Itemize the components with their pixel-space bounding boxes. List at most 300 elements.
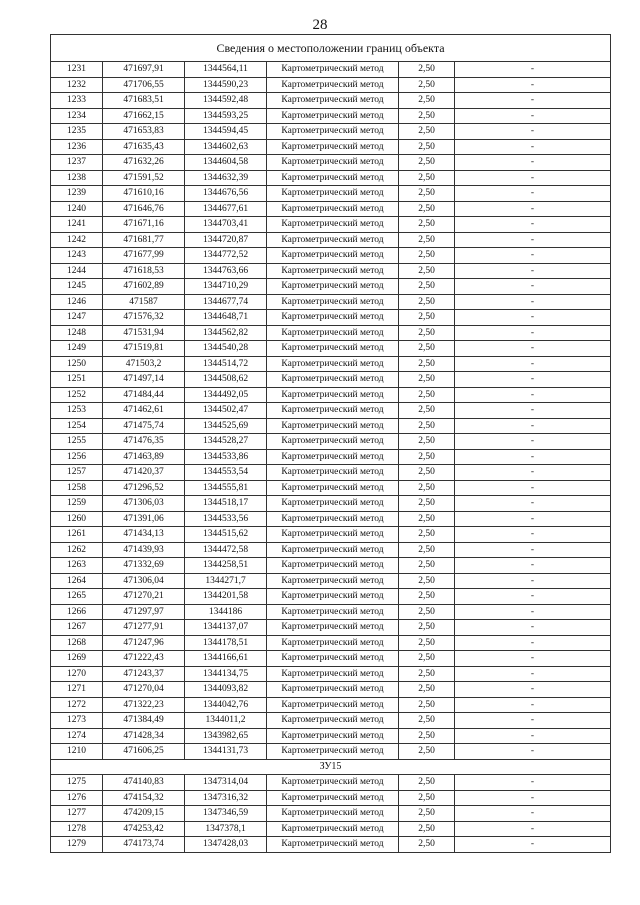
- description-cell: -: [455, 558, 611, 574]
- table-row: [51, 77, 611, 93]
- accuracy-cell: 2,50: [399, 713, 455, 729]
- method-cell: Картометрический метод: [267, 139, 399, 155]
- point-number-cell: 1261: [51, 527, 103, 543]
- table-row: [51, 728, 611, 744]
- accuracy-cell: 2,50: [399, 449, 455, 465]
- point-number-cell: 1244: [51, 263, 103, 279]
- table-row: [51, 806, 611, 822]
- coord-x-cell: 471503,2: [103, 356, 185, 372]
- point-number-cell: 1270: [51, 666, 103, 682]
- point-number-cell: 1276: [51, 790, 103, 806]
- table-row: [51, 682, 611, 698]
- accuracy-cell: 2,50: [399, 604, 455, 620]
- coord-y-cell: 1344492,05: [185, 387, 267, 403]
- point-number-cell: 1245: [51, 279, 103, 295]
- coord-x-cell: 471531,94: [103, 325, 185, 341]
- coord-x-cell: 474209,15: [103, 806, 185, 822]
- coord-x-cell: 471306,04: [103, 573, 185, 589]
- coord-x-cell: 471420,37: [103, 465, 185, 481]
- description-cell: -: [455, 527, 611, 543]
- accuracy-cell: 2,50: [399, 744, 455, 760]
- point-number-cell: 1262: [51, 542, 103, 558]
- table-row: [51, 790, 611, 806]
- description-cell: -: [455, 837, 611, 853]
- coord-y-cell: 1344593,25: [185, 108, 267, 124]
- accuracy-cell: 2,50: [399, 139, 455, 155]
- table-row: [51, 155, 611, 171]
- description-cell: -: [455, 449, 611, 465]
- accuracy-cell: 2,50: [399, 821, 455, 837]
- method-cell: Картометрический метод: [267, 806, 399, 822]
- coord-x-cell: 474140,83: [103, 775, 185, 791]
- point-number-cell: 1249: [51, 341, 103, 357]
- table-row: [51, 713, 611, 729]
- coord-x-cell: 471332,69: [103, 558, 185, 574]
- coord-y-cell: 1344011,2: [185, 713, 267, 729]
- table-row: [51, 108, 611, 124]
- coord-y-cell: 1344676,56: [185, 186, 267, 202]
- description-cell: -: [455, 496, 611, 512]
- accuracy-cell: 2,50: [399, 263, 455, 279]
- method-cell: Картометрический метод: [267, 604, 399, 620]
- coord-y-cell: 1344525,69: [185, 418, 267, 434]
- method-cell: Картометрический метод: [267, 496, 399, 512]
- coord-y-cell: 1344178,51: [185, 635, 267, 651]
- table-row: [51, 821, 611, 837]
- table-row: [51, 186, 611, 202]
- method-cell: Картометрический метод: [267, 620, 399, 636]
- accuracy-cell: 2,50: [399, 387, 455, 403]
- description-cell: -: [455, 775, 611, 791]
- coord-x-cell: 471681,77: [103, 232, 185, 248]
- coord-y-cell: 1344553,54: [185, 465, 267, 481]
- accuracy-cell: 2,50: [399, 403, 455, 419]
- coord-x-cell: 474253,42: [103, 821, 185, 837]
- point-number-cell: 1233: [51, 93, 103, 109]
- description-cell: -: [455, 744, 611, 760]
- coord-y-cell: 1344514,72: [185, 356, 267, 372]
- accuracy-cell: 2,50: [399, 186, 455, 202]
- coord-y-cell: 1344131,73: [185, 744, 267, 760]
- point-number-cell: 1277: [51, 806, 103, 822]
- coord-y-cell: 1344677,74: [185, 294, 267, 310]
- accuracy-cell: 2,50: [399, 170, 455, 186]
- accuracy-cell: 2,50: [399, 542, 455, 558]
- coord-y-cell: 1344602,63: [185, 139, 267, 155]
- table-row: [51, 666, 611, 682]
- method-cell: Картометрический метод: [267, 124, 399, 140]
- description-cell: -: [455, 666, 611, 682]
- title-row: [51, 35, 611, 62]
- method-cell: Картометрический метод: [267, 186, 399, 202]
- method-cell: Картометрический метод: [267, 232, 399, 248]
- coord-x-cell: 471476,35: [103, 434, 185, 450]
- accuracy-cell: 2,50: [399, 480, 455, 496]
- coord-y-cell: 1344677,61: [185, 201, 267, 217]
- point-number-cell: 1258: [51, 480, 103, 496]
- table-row: [51, 372, 611, 388]
- method-cell: Картометрический метод: [267, 480, 399, 496]
- description-cell: -: [455, 62, 611, 78]
- point-number-cell: 1279: [51, 837, 103, 853]
- section-label: ЗУ15: [51, 759, 611, 775]
- coord-x-cell: 471602,89: [103, 279, 185, 295]
- coord-x-cell: 471635,43: [103, 139, 185, 155]
- coord-y-cell: 1344594,45: [185, 124, 267, 140]
- method-cell: Картометрический метод: [267, 837, 399, 853]
- table-row: [51, 93, 611, 109]
- accuracy-cell: 2,50: [399, 201, 455, 217]
- coord-y-cell: 1344042,76: [185, 697, 267, 713]
- page-number: 28: [312, 17, 328, 33]
- description-cell: -: [455, 279, 611, 295]
- coord-y-cell: 1344540,28: [185, 341, 267, 357]
- table-row: [51, 124, 611, 140]
- description-cell: -: [455, 697, 611, 713]
- description-cell: -: [455, 294, 611, 310]
- accuracy-cell: 2,50: [399, 77, 455, 93]
- coord-y-cell: 1344533,56: [185, 511, 267, 527]
- point-number-cell: 1275: [51, 775, 103, 791]
- description-cell: -: [455, 186, 611, 202]
- table-row: [51, 496, 611, 512]
- description-cell: -: [455, 387, 611, 403]
- description-cell: -: [455, 821, 611, 837]
- point-number-cell: 1235: [51, 124, 103, 140]
- point-number-cell: 1256: [51, 449, 103, 465]
- table-row: [51, 558, 611, 574]
- method-cell: Картометрический метод: [267, 77, 399, 93]
- accuracy-cell: 2,50: [399, 325, 455, 341]
- point-number-cell: 1239: [51, 186, 103, 202]
- point-number-cell: 1250: [51, 356, 103, 372]
- coord-y-cell: 1347314,04: [185, 775, 267, 791]
- table-row: [51, 449, 611, 465]
- method-cell: Картометрический метод: [267, 341, 399, 357]
- table-row: [51, 232, 611, 248]
- accuracy-cell: 2,50: [399, 155, 455, 171]
- accuracy-cell: 2,50: [399, 232, 455, 248]
- coord-y-cell: 1344592,48: [185, 93, 267, 109]
- coord-y-cell: 1344186: [185, 604, 267, 620]
- accuracy-cell: 2,50: [399, 62, 455, 78]
- table-row: [51, 837, 611, 853]
- accuracy-cell: 2,50: [399, 558, 455, 574]
- point-number-cell: 1273: [51, 713, 103, 729]
- table-row: [51, 263, 611, 279]
- boundary-table: [50, 34, 611, 853]
- coord-y-cell: 1344528,27: [185, 434, 267, 450]
- coord-y-cell: 1344258,51: [185, 558, 267, 574]
- table-row: [51, 775, 611, 791]
- coord-x-cell: 471591,52: [103, 170, 185, 186]
- point-number-cell: 1274: [51, 728, 103, 744]
- point-number-cell: 1237: [51, 155, 103, 171]
- description-cell: -: [455, 77, 611, 93]
- accuracy-cell: 2,50: [399, 511, 455, 527]
- accuracy-cell: 2,50: [399, 496, 455, 512]
- method-cell: Картометрический метод: [267, 418, 399, 434]
- description-cell: -: [455, 93, 611, 109]
- description-cell: -: [455, 155, 611, 171]
- description-cell: -: [455, 465, 611, 481]
- table-row: [51, 527, 611, 543]
- point-number-cell: 1257: [51, 465, 103, 481]
- point-number-cell: 1232: [51, 77, 103, 93]
- accuracy-cell: 2,50: [399, 728, 455, 744]
- coord-x-cell: 471610,16: [103, 186, 185, 202]
- coord-x-cell: 474154,32: [103, 790, 185, 806]
- point-number-cell: 1254: [51, 418, 103, 434]
- coord-x-cell: 471270,04: [103, 682, 185, 698]
- table-row: [51, 620, 611, 636]
- accuracy-cell: 2,50: [399, 418, 455, 434]
- table-body: [51, 35, 611, 853]
- method-cell: Картометрический метод: [267, 775, 399, 791]
- description-cell: -: [455, 589, 611, 605]
- accuracy-cell: 2,50: [399, 806, 455, 822]
- point-number-cell: 1260: [51, 511, 103, 527]
- table-row: [51, 542, 611, 558]
- coord-y-cell: 1344472,58: [185, 542, 267, 558]
- coord-x-cell: 471632,26: [103, 155, 185, 171]
- method-cell: Картометрический метод: [267, 155, 399, 171]
- coord-y-cell: 1344201,58: [185, 589, 267, 605]
- coord-y-cell: 1344137,07: [185, 620, 267, 636]
- point-number-cell: 1231: [51, 62, 103, 78]
- coord-x-cell: 471683,51: [103, 93, 185, 109]
- accuracy-cell: 2,50: [399, 527, 455, 543]
- coord-y-cell: 1343982,65: [185, 728, 267, 744]
- point-number-cell: 1236: [51, 139, 103, 155]
- accuracy-cell: 2,50: [399, 682, 455, 698]
- table-row: [51, 201, 611, 217]
- coord-x-cell: 471277,91: [103, 620, 185, 636]
- description-cell: -: [455, 573, 611, 589]
- point-number-cell: 1259: [51, 496, 103, 512]
- coord-y-cell: 1344134,75: [185, 666, 267, 682]
- method-cell: Картометрический метод: [267, 542, 399, 558]
- coord-x-cell: 471587: [103, 294, 185, 310]
- table-row: [51, 310, 611, 326]
- table-row: [51, 697, 611, 713]
- method-cell: Картометрический метод: [267, 403, 399, 419]
- method-cell: Картометрический метод: [267, 62, 399, 78]
- table-title: Сведения о местоположении границ объекта: [51, 35, 611, 62]
- point-number-cell: 1269: [51, 651, 103, 667]
- table-row: [51, 651, 611, 667]
- method-cell: Картометрический метод: [267, 170, 399, 186]
- coord-x-cell: 471391,06: [103, 511, 185, 527]
- coord-x-cell: 471706,55: [103, 77, 185, 93]
- table-row: [51, 248, 611, 264]
- method-cell: Картометрический метод: [267, 790, 399, 806]
- table-row: [51, 511, 611, 527]
- description-cell: -: [455, 480, 611, 496]
- coord-y-cell: 1344515,62: [185, 527, 267, 543]
- point-number-cell: 1265: [51, 589, 103, 605]
- method-cell: Картометрический метод: [267, 666, 399, 682]
- coord-x-cell: 471247,96: [103, 635, 185, 651]
- method-cell: Картометрический метод: [267, 821, 399, 837]
- point-number-cell: 1253: [51, 403, 103, 419]
- description-cell: -: [455, 511, 611, 527]
- section-row: [51, 759, 611, 775]
- method-cell: Картометрический метод: [267, 465, 399, 481]
- accuracy-cell: 2,50: [399, 837, 455, 853]
- method-cell: Картометрический метод: [267, 651, 399, 667]
- coord-y-cell: 1344763,66: [185, 263, 267, 279]
- point-number-cell: 1238: [51, 170, 103, 186]
- point-number-cell: 1255: [51, 434, 103, 450]
- accuracy-cell: 2,50: [399, 93, 455, 109]
- table-row: [51, 139, 611, 155]
- method-cell: Картометрический метод: [267, 558, 399, 574]
- method-cell: Картометрический метод: [267, 589, 399, 605]
- coord-x-cell: 471653,83: [103, 124, 185, 140]
- description-cell: -: [455, 604, 611, 620]
- point-number-cell: 1278: [51, 821, 103, 837]
- description-cell: -: [455, 310, 611, 326]
- table-row: [51, 279, 611, 295]
- coord-x-cell: 471463,89: [103, 449, 185, 465]
- coord-y-cell: 1347316,32: [185, 790, 267, 806]
- coord-x-cell: 471296,52: [103, 480, 185, 496]
- point-number-cell: 1271: [51, 682, 103, 698]
- point-number-cell: 1241: [51, 217, 103, 233]
- description-cell: -: [455, 790, 611, 806]
- coord-x-cell: 471618,53: [103, 263, 185, 279]
- description-cell: -: [455, 651, 611, 667]
- method-cell: Картометрический метод: [267, 279, 399, 295]
- accuracy-cell: 2,50: [399, 356, 455, 372]
- description-cell: -: [455, 170, 611, 186]
- coord-x-cell: 471428,34: [103, 728, 185, 744]
- point-number-cell: 1248: [51, 325, 103, 341]
- point-number-cell: 1251: [51, 372, 103, 388]
- accuracy-cell: 2,50: [399, 434, 455, 450]
- method-cell: Картометрический метод: [267, 434, 399, 450]
- description-cell: -: [455, 248, 611, 264]
- point-number-cell: 1210: [51, 744, 103, 760]
- method-cell: Картометрический метод: [267, 697, 399, 713]
- accuracy-cell: 2,50: [399, 124, 455, 140]
- coord-y-cell: 1344518,17: [185, 496, 267, 512]
- method-cell: Картометрический метод: [267, 325, 399, 341]
- accuracy-cell: 2,50: [399, 310, 455, 326]
- method-cell: Картометрический метод: [267, 713, 399, 729]
- table-row: [51, 356, 611, 372]
- point-number-cell: 1252: [51, 387, 103, 403]
- method-cell: Картометрический метод: [267, 635, 399, 651]
- accuracy-cell: 2,50: [399, 651, 455, 667]
- coord-x-cell: 471475,74: [103, 418, 185, 434]
- point-number-cell: 1243: [51, 248, 103, 264]
- method-cell: Картометрический метод: [267, 93, 399, 109]
- coord-y-cell: 1344166,61: [185, 651, 267, 667]
- method-cell: Картометрический метод: [267, 387, 399, 403]
- method-cell: Картометрический метод: [267, 744, 399, 760]
- method-cell: Картометрический метод: [267, 217, 399, 233]
- accuracy-cell: 2,50: [399, 697, 455, 713]
- coord-x-cell: 471497,14: [103, 372, 185, 388]
- coord-x-cell: 471439,93: [103, 542, 185, 558]
- method-cell: Картометрический метод: [267, 728, 399, 744]
- coord-y-cell: 1347378,1: [185, 821, 267, 837]
- coord-x-cell: 471606,25: [103, 744, 185, 760]
- accuracy-cell: 2,50: [399, 294, 455, 310]
- table-row: [51, 294, 611, 310]
- accuracy-cell: 2,50: [399, 775, 455, 791]
- table-row: [51, 744, 611, 760]
- method-cell: Картометрический метод: [267, 372, 399, 388]
- description-cell: -: [455, 356, 611, 372]
- coord-y-cell: 1344564,11: [185, 62, 267, 78]
- method-cell: Картометрический метод: [267, 248, 399, 264]
- description-cell: -: [455, 418, 611, 434]
- description-cell: -: [455, 217, 611, 233]
- coord-x-cell: 471384,49: [103, 713, 185, 729]
- method-cell: Картометрический метод: [267, 527, 399, 543]
- coord-x-cell: 471297,97: [103, 604, 185, 620]
- accuracy-cell: 2,50: [399, 217, 455, 233]
- description-cell: -: [455, 403, 611, 419]
- table-row: [51, 589, 611, 605]
- coord-x-cell: 471306,03: [103, 496, 185, 512]
- description-cell: -: [455, 542, 611, 558]
- accuracy-cell: 2,50: [399, 341, 455, 357]
- point-number-cell: 1266: [51, 604, 103, 620]
- coord-x-cell: 471322,23: [103, 697, 185, 713]
- table-row: [51, 434, 611, 450]
- point-number-cell: 1268: [51, 635, 103, 651]
- coord-y-cell: 1344508,62: [185, 372, 267, 388]
- method-cell: Картометрический метод: [267, 573, 399, 589]
- method-cell: Картометрический метод: [267, 356, 399, 372]
- accuracy-cell: 2,50: [399, 620, 455, 636]
- table-row: [51, 217, 611, 233]
- coord-x-cell: 471671,16: [103, 217, 185, 233]
- description-cell: -: [455, 728, 611, 744]
- coord-x-cell: 471434,13: [103, 527, 185, 543]
- description-cell: -: [455, 124, 611, 140]
- table-row: [51, 465, 611, 481]
- point-number-cell: 1267: [51, 620, 103, 636]
- coord-x-cell: 471646,76: [103, 201, 185, 217]
- coord-y-cell: 1344502,47: [185, 403, 267, 419]
- description-cell: -: [455, 325, 611, 341]
- coord-y-cell: 1344093,82: [185, 682, 267, 698]
- accuracy-cell: 2,50: [399, 108, 455, 124]
- coord-y-cell: 1344562,82: [185, 325, 267, 341]
- coord-x-cell: 471519,81: [103, 341, 185, 357]
- table-row: [51, 170, 611, 186]
- coord-y-cell: 1344271,7: [185, 573, 267, 589]
- accuracy-cell: 2,50: [399, 248, 455, 264]
- point-number-cell: 1247: [51, 310, 103, 326]
- coord-x-cell: 471462,61: [103, 403, 185, 419]
- description-cell: -: [455, 232, 611, 248]
- table-row: [51, 604, 611, 620]
- coord-y-cell: 1344703,41: [185, 217, 267, 233]
- coord-x-cell: 474173,74: [103, 837, 185, 853]
- method-cell: Картометрический метод: [267, 511, 399, 527]
- table-row: [51, 341, 611, 357]
- description-cell: -: [455, 341, 611, 357]
- coord-y-cell: 1344772,52: [185, 248, 267, 264]
- table-row: [51, 403, 611, 419]
- point-number-cell: 1272: [51, 697, 103, 713]
